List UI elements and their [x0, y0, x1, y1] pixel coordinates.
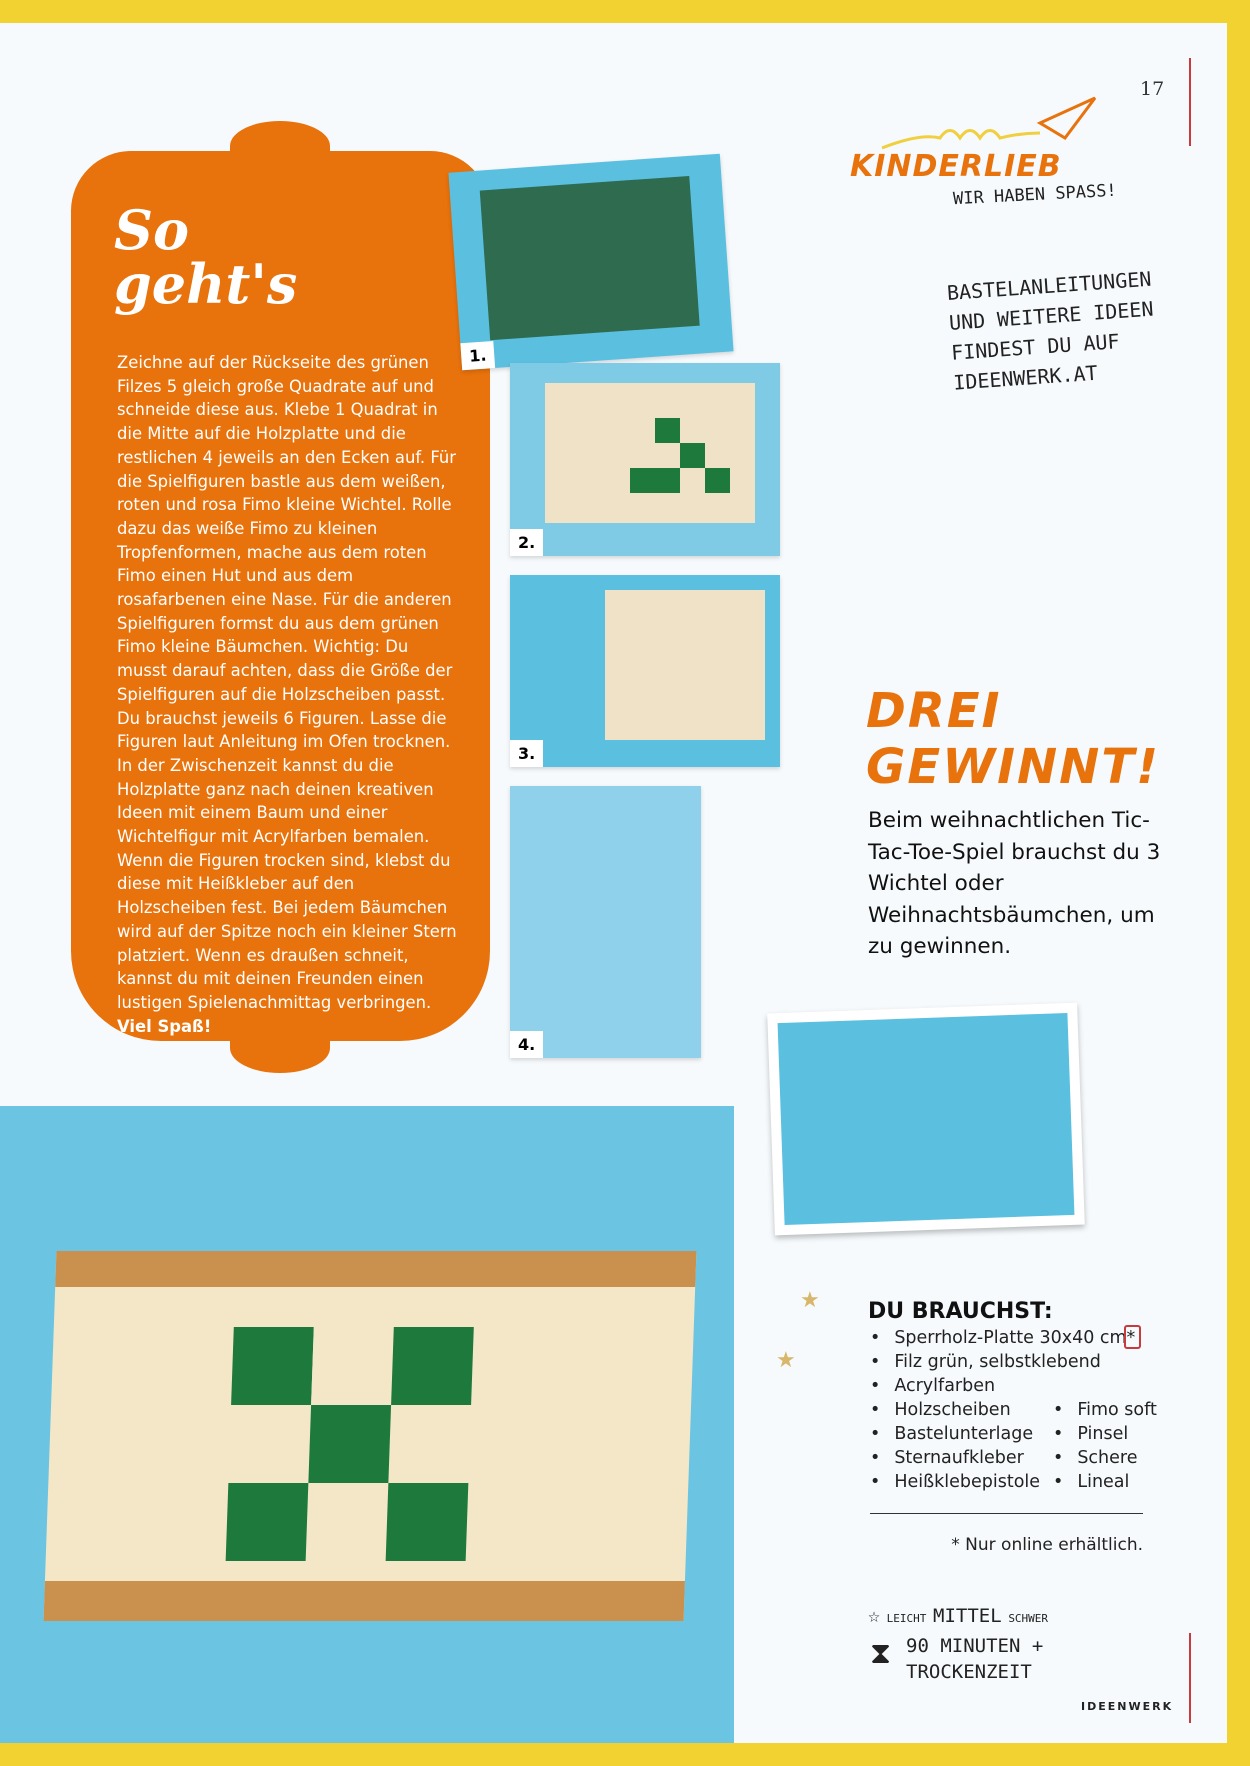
step-number: 1. — [460, 341, 495, 370]
cart-icon[interactable] — [1124, 1325, 1141, 1349]
promo-line: BASTELANLEITUNGEN — [946, 266, 1153, 305]
brand-tagline: WIR HABEN SPASS! — [952, 180, 1118, 210]
time-line-1: 90 MINUTEN + — [906, 1635, 1044, 1657]
promo-line: FINDEST DU AUF — [950, 329, 1121, 365]
wooden-board — [44, 1251, 697, 1621]
instructions-end: Viel Spaß! — [117, 1016, 212, 1036]
material-item: • Bastelunterlage — [870, 1422, 1033, 1446]
step-number: 2. — [510, 529, 543, 556]
brand-title: KINDERLIEB — [850, 149, 1062, 184]
step-photo-3 — [510, 575, 780, 767]
divider-line — [1189, 58, 1191, 146]
footnote: * Nur online erhältlich. — [951, 1535, 1143, 1555]
difficulty-rating — [868, 1603, 1048, 1627]
feature-title — [866, 683, 1160, 795]
star-outline-icon: ☆ — [868, 1603, 881, 1627]
star-icon: ★ — [776, 1348, 796, 1373]
step-number: 3. — [510, 740, 543, 767]
step-number: 4. — [510, 1031, 543, 1058]
difficulty-hard: SCHWER — [1008, 1612, 1049, 1625]
feature-title-line-1: DREI — [866, 683, 1002, 739]
difficulty-easy: LEICHT — [886, 1612, 927, 1625]
instructions-body: Zeichne auf der Rückseite des grünen Filzes 5 gleich große Quadrate auf und schneide diese aus. Klebe 1 Quadrat in die Mitte auf die Holzplatte und die restlichen 4 jeweils an den Ecken auf. Für die Spielfiguren bastle aus dem weißen, roten und rosa Fimo kleine Wichtel. Rolle dazu das weiße Fimo zu kleinen Tropfenformen, mache aus dem roten Fimo einen Hut und aus dem rosafarbenen eine Nase. Für die anderen Spielfiguren formst du aus dem grünen Fimo kleine Bäumchen. Wichtig: Du musst darauf achten, dass die Größe der Spielfiguren auf die Holzscheiben passt. Du brauchst jeweils 6 Figuren. Lasse die Figuren laut Anleitung im Ofen trocknen. In der Zwischenzeit kannst du die Holzplatte ganz nach deinen kreativen Ideen mit einem Baum und einer Wichtelfigur mit Acrylfarben bemalen. Wenn die Figuren trocken sind, klebst du diese mit Heißkleber auf den Holzscheiben fest. Bei jedem Bäumchen wird auf der Spitze noch ein kleiner Stern platziert. Wenn es draußen schneit, kannst du mit deinen Freunden einen lustigen Spielenachmittag verbringen. — [117, 353, 457, 1012]
materials-heading: DU BRAUCHST: — [868, 1299, 1053, 1324]
footer-brand: IDEENWERK — [1081, 1700, 1174, 1713]
promo-link[interactable]: IDEENWERK.AT — [952, 360, 1099, 395]
title-line-1: So — [114, 198, 190, 262]
pencil-doodle-icon — [880, 93, 1100, 153]
step-photo-1 — [448, 154, 733, 370]
material-item: • Holzscheiben — [870, 1398, 1011, 1422]
hourglass-icon: ⧗ — [870, 1636, 892, 1671]
feature-text: Beim weihnachtlichen Tic-Tac-Toe-Spiel brauchst du 3 Wichtel oder Weihnachtsbäumchen, um zu gewinnen. — [868, 808, 1161, 959]
material-item: • Lineal — [1053, 1470, 1129, 1494]
title-line-2: geht's — [114, 252, 298, 316]
material-item: • Schere — [1053, 1446, 1138, 1470]
material-item: • Sternaufkleber — [870, 1446, 1024, 1470]
page-number: 17 — [1140, 78, 1165, 100]
material-item: • Pinsel — [1053, 1422, 1128, 1446]
divider-line — [870, 1513, 1143, 1514]
difficulty-level: MITTEL — [933, 1605, 1002, 1627]
star-icon: ★ — [800, 1288, 820, 1313]
promo-line: UND WEITERE IDEEN — [948, 296, 1155, 335]
magazine-page — [0, 23, 1227, 1743]
time-required — [906, 1633, 1043, 1685]
promo-text — [946, 264, 1159, 398]
step-photo-2 — [510, 363, 780, 556]
material-item: • Fimo soft — [1053, 1398, 1157, 1422]
material-item: • Filz grün, selbstklebend — [870, 1350, 1101, 1374]
material-item: • Heißklebepistole — [870, 1470, 1040, 1494]
divider-line — [1189, 1633, 1191, 1723]
materials-photo — [767, 1003, 1085, 1236]
game-board-photo — [0, 1106, 734, 1743]
material-item: • Sperrholz-Platte 30x40 cm* — [870, 1326, 1135, 1350]
time-line-2: TROCKENZEIT — [906, 1661, 1032, 1683]
instructions-text — [117, 351, 457, 1038]
step-photo-4 — [510, 786, 701, 1058]
feature-title-line-2: GEWINNT! — [866, 739, 1160, 795]
material-item: • Acrylfarben — [870, 1374, 995, 1398]
section-title — [114, 198, 298, 316]
